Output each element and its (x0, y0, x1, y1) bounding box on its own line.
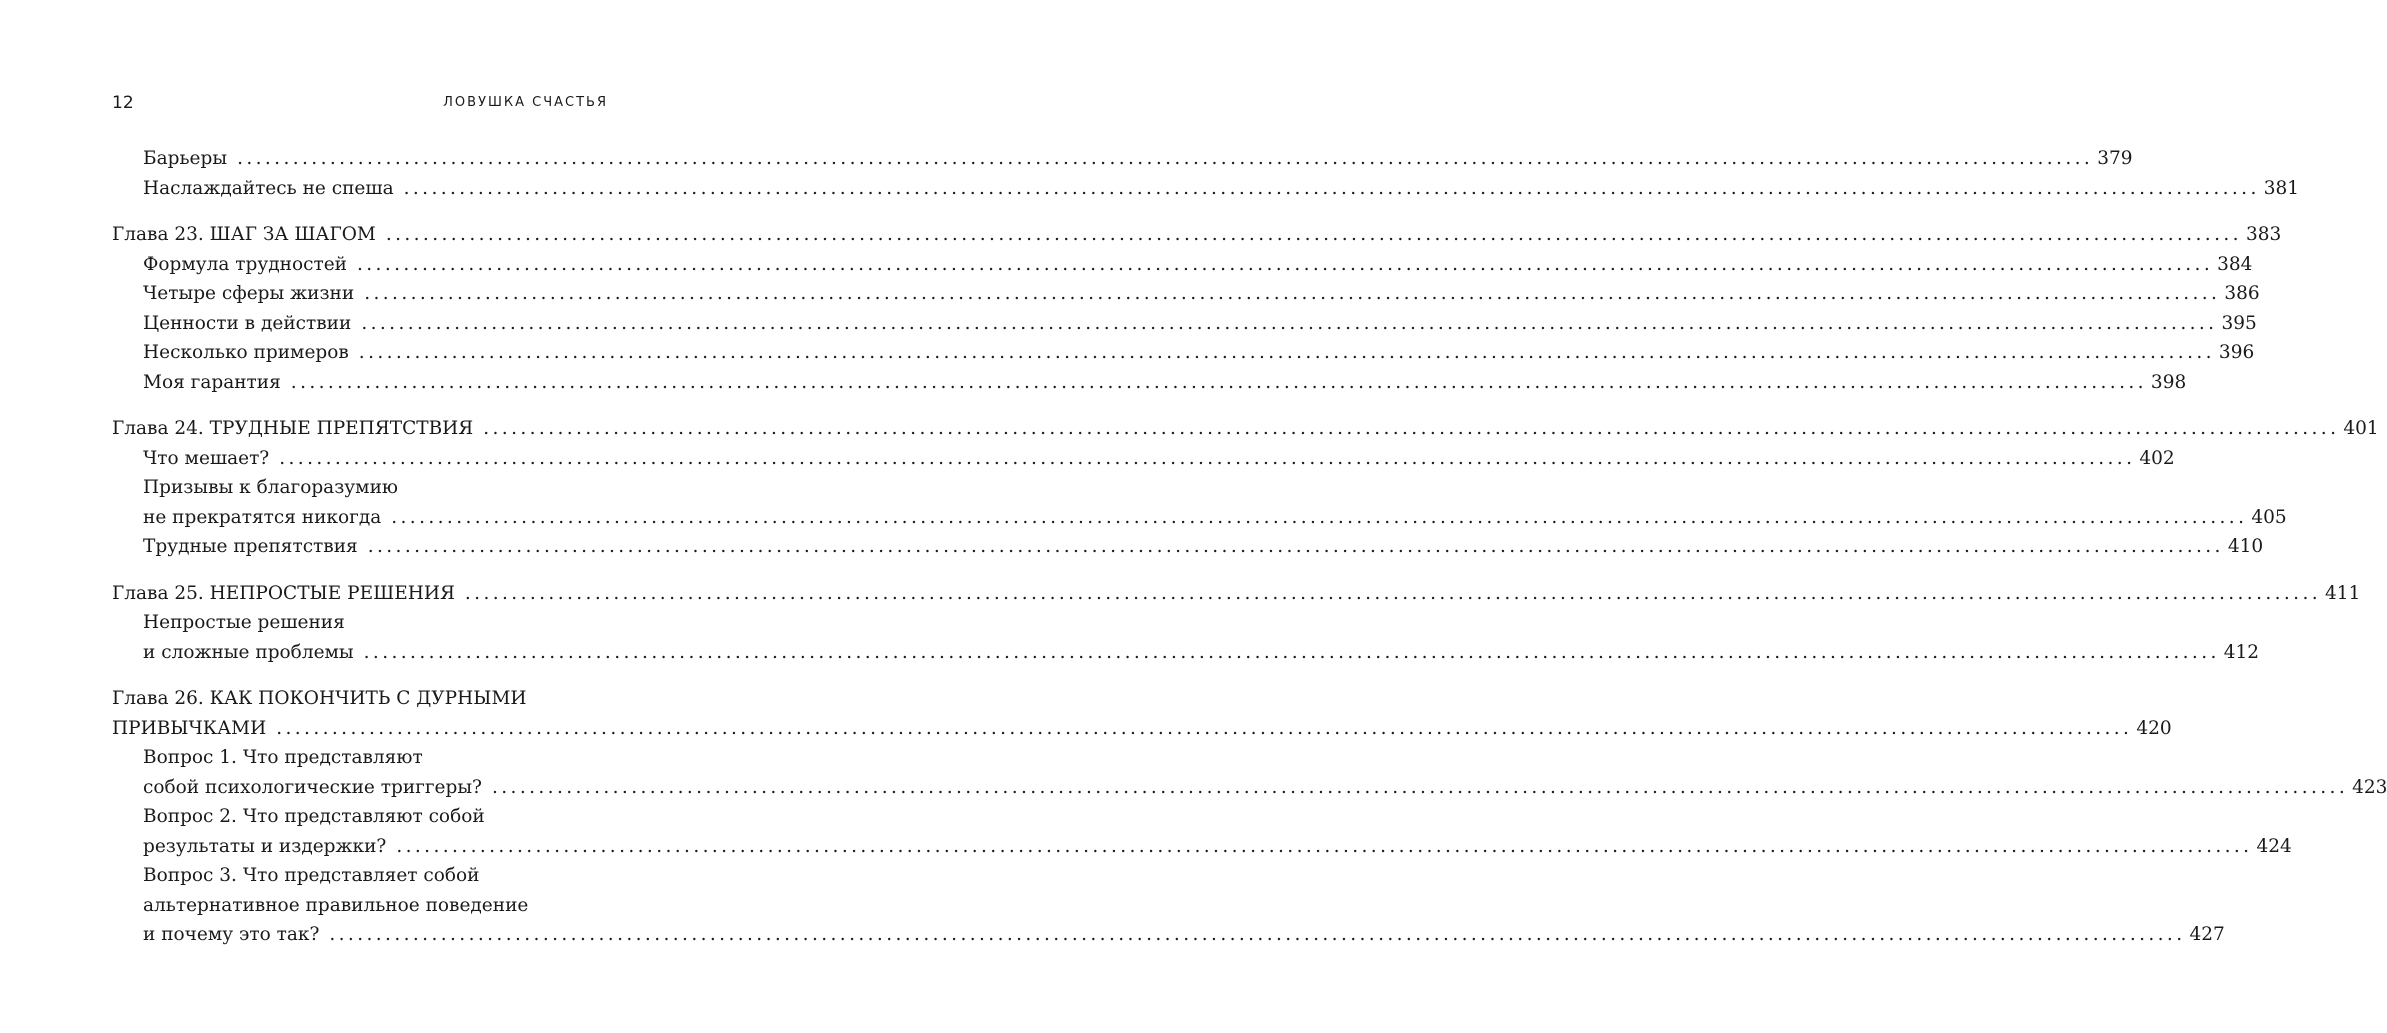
page-number: 12 (112, 93, 134, 113)
toc-entry-row (143, 832, 2292, 862)
toc-entry-row (143, 773, 2387, 803)
toc-entry-row (143, 174, 2300, 204)
toc-entry-title-line: Вопрос 2. Что представляют собой (143, 806, 485, 827)
toc-section-entry (112, 368, 2187, 398)
toc-section-entry (112, 144, 2133, 174)
dot-leader: ........................................................................................................................................................................................................ (385, 224, 2242, 245)
toc-entry-title-line: Глава 26. КАК ПОКОНЧИТЬ С ДУРНЫМИ (112, 688, 527, 709)
dot-leader: ........................................................................................................................................................................................................ (276, 717, 2133, 739)
toc-section-entry (112, 279, 2260, 309)
toc-section-entry (112, 802, 2292, 861)
toc-entry-title-line: Вопрос 1. Что представляют (143, 747, 423, 768)
toc-entry-title-line: Призывы к благоразумию (143, 477, 399, 498)
toc-page-number: 405 (2251, 506, 2287, 528)
toc-section-entry (112, 250, 2253, 280)
toc-entry-row (112, 414, 2379, 444)
dot-leader: ........................................................................................................................................................................................................ (491, 776, 2349, 798)
toc-section-entry (112, 861, 2225, 950)
toc-entry-title: Трудные препятствия (143, 536, 358, 557)
running-title: ЛОВУШКА СЧАСТЬЯ (443, 95, 608, 110)
dot-leader: ........................................................................................................................................................................................................ (363, 641, 2220, 663)
toc-entry-row (112, 714, 2172, 744)
toc-chapter-entry (112, 414, 2379, 444)
toc-entry-title: Наслаждайтесь не спеша (143, 177, 394, 199)
toc-page-number: 401 (2343, 418, 2379, 439)
toc-entry-title-line: Непростые решения (143, 612, 345, 633)
dot-leader: ........................................................................................................................................................................................................ (356, 253, 2214, 275)
toc-entry-title: результаты и издержки? (143, 835, 387, 857)
toc-entry-title: собой психологические триггеры? (143, 776, 482, 798)
toc-entry-title: Четыре сферы жизни (143, 283, 355, 304)
dot-leader: ........................................................................................................................................................................................................ (364, 283, 2221, 304)
toc-section-entry (112, 309, 2257, 339)
dot-leader: ........................................................................................................................................................................................................ (403, 177, 2260, 199)
toc-page-number: 379 (2097, 148, 2133, 169)
dot-leader: ........................................................................................................................................................................................................ (367, 536, 2224, 557)
toc-entry-title: Формула трудностей (143, 253, 347, 275)
toc-entry-title: Глава 25. НЕПРОСТЫЕ РЕШЕНИЯ (112, 582, 455, 604)
toc-entry-title: Барьеры (143, 148, 228, 169)
toc-page-number: 384 (2217, 253, 2253, 275)
toc-entry-title: Глава 24. ТРУДНЫЕ ПРЕПЯТСТВИЯ (112, 418, 474, 439)
toc-section-entry (112, 743, 2387, 802)
table-of-contents (112, 144, 2387, 950)
dot-leader: ........................................................................................................................................................................................................ (237, 148, 2094, 169)
toc-page-number: 427 (2189, 924, 2225, 945)
toc-section-entry (112, 444, 2175, 474)
toc-section-entry (112, 473, 2287, 532)
toc-entry-row (112, 579, 2361, 609)
toc-entry-row (143, 920, 2225, 950)
toc-entry-title: ПРИВЫЧКАМИ (112, 717, 267, 739)
toc-entry-title-line: Вопрос 3. Что представляет собой (143, 865, 480, 886)
toc-page-number: 398 (2150, 371, 2187, 393)
toc-entry-title: Ценности в действии (143, 312, 352, 334)
toc-entry-row (143, 309, 2257, 339)
toc-entry-title-line: альтернативное правильное поведение (143, 894, 529, 916)
toc-page-number: 402 (2139, 447, 2175, 469)
dot-leader: ........................................................................................................................................................................................................ (396, 835, 2253, 857)
toc-entry-title: Моя гарантия (143, 371, 281, 393)
toc-chapter-entry (112, 220, 2282, 250)
toc-chapter-entry (112, 684, 2172, 743)
toc-entry-row (143, 638, 2260, 668)
toc-page-number: 423 (2352, 776, 2387, 798)
toc-entry-title: не прекратятся никогда (143, 506, 382, 528)
toc-page-number: 412 (2223, 641, 2260, 663)
dot-leader: ........................................................................................................................................................................................................ (361, 312, 2218, 334)
toc-page-number: 410 (2227, 536, 2264, 557)
toc-page-number: 420 (2136, 717, 2172, 739)
dot-leader: ........................................................................................................................................................................................................ (391, 506, 2248, 528)
toc-entry-row (143, 532, 2264, 562)
toc-entry-row (143, 368, 2187, 398)
toc-entry-row (143, 144, 2133, 174)
dot-leader: ........................................................................................................................................................................................................ (358, 342, 2215, 363)
toc-chapter-entry (112, 579, 2361, 609)
toc-entry-row (143, 250, 2253, 280)
toc-section-entry (112, 532, 2264, 562)
toc-entry-title: Глава 23. ШАГ ЗА ШАГОМ (112, 224, 376, 245)
toc-page-number: 395 (2221, 312, 2257, 334)
toc-section-entry (112, 608, 2260, 667)
toc-entry-row (112, 220, 2282, 250)
toc-page-number: 396 (2218, 342, 2255, 363)
dot-leader: ........................................................................................................................................................................................................ (464, 582, 2322, 604)
dot-leader: ........................................................................................................................................................................................................ (279, 447, 2136, 469)
toc-entry-title: Что мешает? (143, 447, 270, 469)
dot-leader: ........................................................................................................................................................................................................ (329, 924, 2186, 945)
toc-page-number: 383 (2245, 224, 2282, 245)
toc-page-number: 381 (2263, 177, 2300, 199)
toc-entry-title: Несколько примеров (143, 342, 349, 363)
dot-leader: ........................................................................................................................................................................................................ (483, 418, 2340, 439)
toc-entry-title: и сложные проблемы (143, 641, 354, 663)
toc-entry-row (143, 279, 2260, 309)
dot-leader: ........................................................................................................................................................................................................ (290, 371, 2147, 393)
toc-entry-row (143, 338, 2255, 368)
toc-section-entry (112, 174, 2300, 204)
toc-page-number: 424 (2256, 835, 2292, 857)
toc-entry-row (143, 444, 2175, 474)
toc-section-entry (112, 338, 2255, 368)
page-header (112, 93, 608, 117)
toc-entry-row (143, 503, 2287, 533)
toc-entry-title: и почему это так? (143, 924, 320, 945)
toc-page-number: 411 (2325, 582, 2361, 604)
toc-page-number: 386 (2224, 283, 2260, 304)
